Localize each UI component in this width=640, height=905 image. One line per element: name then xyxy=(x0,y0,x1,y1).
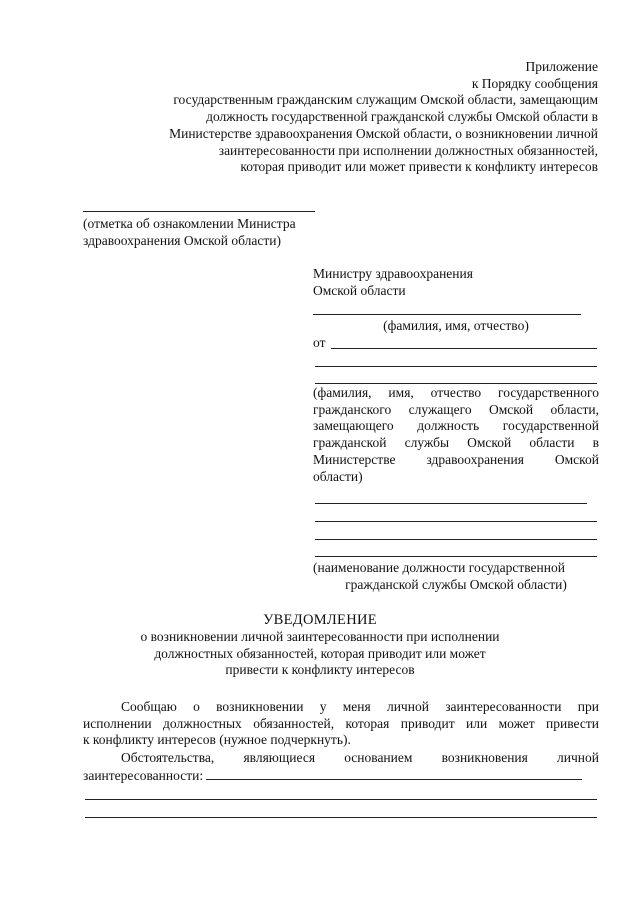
body-line: Сообщаю о возникновении у меня личной заинтересованности при xyxy=(121,699,599,714)
appendix-line: Министерстве здравоохранения Омской области, о возникновении личной xyxy=(169,125,598,141)
sender-caption-line: гражданской службы Омской области в xyxy=(313,435,599,451)
body-line xyxy=(83,767,599,785)
appendix-header xyxy=(78,59,598,176)
notice-title: УВЕДОМЛЕНИЕ xyxy=(263,612,377,628)
body-paragraph-1 xyxy=(83,699,599,749)
sender-caption-line: (фамилия, имя, отчество государственного xyxy=(313,385,599,400)
sender-caption xyxy=(313,385,599,485)
sender-name-field-1[interactable] xyxy=(331,348,597,349)
circumstances-field-1[interactable] xyxy=(206,767,582,780)
sender-caption-line: Министерстве здравоохранения Омской xyxy=(313,451,599,467)
circumstances-field-3[interactable] xyxy=(85,817,597,818)
position-caption xyxy=(313,560,599,593)
position-caption-line: (наименование должности государственной xyxy=(313,560,565,575)
acknowledgment-line: здравоохранения Омской области) xyxy=(83,232,282,248)
addressee-line: Омской области xyxy=(313,282,406,298)
position-field-3[interactable] xyxy=(315,539,597,540)
circumstances-field-2[interactable] xyxy=(85,799,597,800)
appendix-line: заинтересованности при исполнении должностных обязанностей, xyxy=(218,142,598,158)
sender-caption-line: гражданского служащего Омской области, xyxy=(313,401,599,417)
addressee-line: Министру здравоохранения xyxy=(313,266,473,281)
appendix-line: которая приводит или может привести к конфликту интересов xyxy=(240,159,598,175)
notice-subtitle-line: привести к конфликту интересов xyxy=(225,662,415,678)
sender-caption-line: замещающего должность государственной xyxy=(313,418,599,434)
notice-subtitle xyxy=(0,629,640,679)
body-paragraph-2 xyxy=(83,750,599,784)
notice-subtitle-line: должностных обязанностей, которая приводит или может xyxy=(154,645,486,661)
position-caption-line: гражданской службы Омской области) xyxy=(345,576,567,592)
minister-name-caption: (фамилия, имя, отчество) xyxy=(383,318,529,333)
notice-subtitle-line: о возникновении личной заинтересованности при исполнении xyxy=(140,629,500,644)
addressee-block xyxy=(313,266,599,299)
appendix-line: к Порядку сообщения xyxy=(471,75,598,91)
body-line: к конфликту интересов (нужное подчеркнуть). xyxy=(83,732,351,748)
position-field-4[interactable] xyxy=(315,556,597,557)
circumstances-label: заинтересованности: xyxy=(83,767,204,783)
position-field-1[interactable] xyxy=(315,503,587,504)
minister-name-field[interactable] xyxy=(313,314,581,315)
appendix-line: должность государственной гражданской службы Омской области в xyxy=(206,109,598,125)
sender-name-field-2[interactable] xyxy=(315,366,597,367)
appendix-line: Приложение xyxy=(525,59,598,74)
appendix-line: государственным гражданским служащим Омской области, замещающим xyxy=(173,92,598,108)
body-line: Обстоятельства, являющиеся основанием возникновения личной xyxy=(121,750,599,765)
sender-caption-line: области) xyxy=(313,468,363,484)
acknowledgment-signature-line xyxy=(83,211,315,212)
body-line: исполнении должностных обязанностей, которая приводит или может привести xyxy=(83,715,599,731)
from-label: от xyxy=(313,335,326,350)
position-field-2[interactable] xyxy=(315,521,597,522)
sender-name-field-3[interactable] xyxy=(315,383,597,384)
acknowledgment-line: (отметка об ознакомлении Министра xyxy=(83,216,296,231)
acknowledgment-caption xyxy=(83,216,343,249)
